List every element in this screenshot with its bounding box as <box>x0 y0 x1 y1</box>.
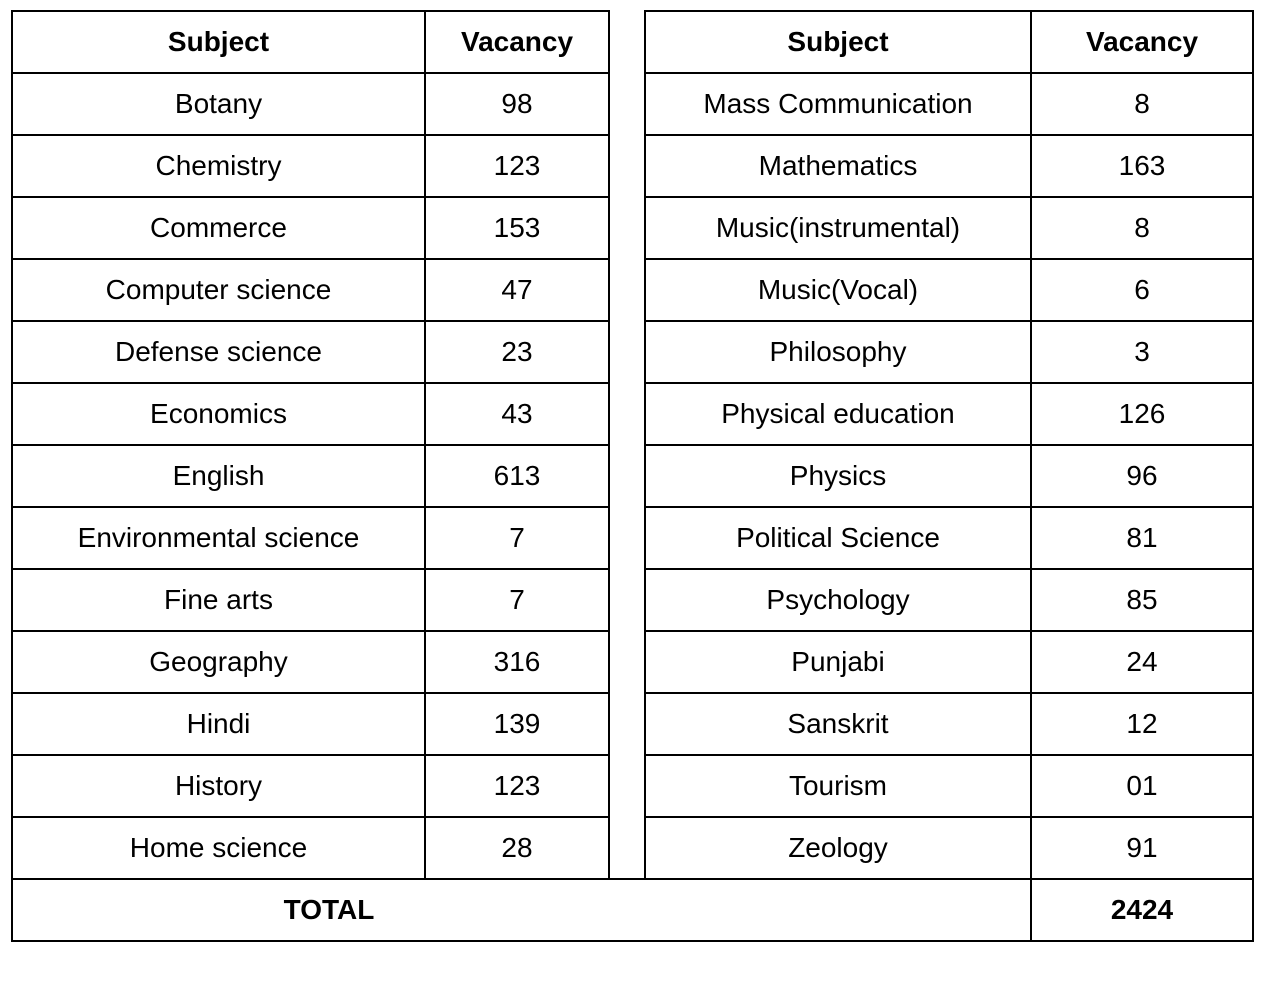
left-vacancy-cell: 123 <box>425 755 609 817</box>
right-vacancy-header: Vacancy <box>1031 11 1253 73</box>
column-gap <box>609 383 645 445</box>
right-subject-cell: Psychology <box>645 569 1031 631</box>
right-vacancy-cell: 85 <box>1031 569 1253 631</box>
left-subject-cell: Botany <box>12 73 425 135</box>
table-row <box>12 817 1253 879</box>
right-subject-cell: Political Science <box>645 507 1031 569</box>
column-gap <box>609 755 645 817</box>
left-subject-cell: Hindi <box>12 693 425 755</box>
right-subject-cell: Physics <box>645 445 1031 507</box>
right-vacancy-cell: 163 <box>1031 135 1253 197</box>
table-row <box>12 755 1253 817</box>
left-vacancy-cell: 28 <box>425 817 609 879</box>
total-value: 2424 <box>1031 879 1253 941</box>
table-row <box>12 321 1253 383</box>
right-vacancy-cell: 6 <box>1031 259 1253 321</box>
right-subject-header: Subject <box>645 11 1031 73</box>
column-gap <box>609 135 645 197</box>
right-vacancy-cell: 01 <box>1031 755 1253 817</box>
table-row <box>12 693 1253 755</box>
table-row <box>12 445 1253 507</box>
column-gap <box>609 569 645 631</box>
vacancy-table <box>11 10 1254 942</box>
right-subject-cell: Music(Vocal) <box>645 259 1031 321</box>
left-vacancy-cell: 7 <box>425 569 609 631</box>
left-subject-cell: Home science <box>12 817 425 879</box>
column-gap <box>609 693 645 755</box>
right-vacancy-cell: 96 <box>1031 445 1253 507</box>
right-vacancy-cell: 91 <box>1031 817 1253 879</box>
table-row <box>12 507 1253 569</box>
table-row <box>12 197 1253 259</box>
left-vacancy-cell: 23 <box>425 321 609 383</box>
left-subject-cell: History <box>12 755 425 817</box>
right-subject-cell: Sanskrit <box>645 693 1031 755</box>
table-row <box>12 631 1253 693</box>
column-gap <box>609 11 645 73</box>
right-vacancy-cell: 81 <box>1031 507 1253 569</box>
column-gap <box>609 507 645 569</box>
right-subject-cell: Philosophy <box>645 321 1031 383</box>
table-row <box>12 73 1253 135</box>
left-subject-cell: Economics <box>12 383 425 445</box>
column-gap <box>609 817 645 879</box>
left-vacancy-cell: 7 <box>425 507 609 569</box>
left-vacancy-cell: 139 <box>425 693 609 755</box>
table-row <box>12 383 1253 445</box>
right-vacancy-cell: 12 <box>1031 693 1253 755</box>
header-row <box>12 11 1253 73</box>
left-subject-cell: English <box>12 445 425 507</box>
right-subject-cell: Tourism <box>645 755 1031 817</box>
right-subject-cell: Mathematics <box>645 135 1031 197</box>
column-gap <box>609 445 645 507</box>
total-spacer <box>645 879 1031 941</box>
right-vacancy-cell: 24 <box>1031 631 1253 693</box>
total-row <box>12 879 1253 941</box>
table-row <box>12 259 1253 321</box>
left-subject-cell: Defense science <box>12 321 425 383</box>
right-subject-cell: Zeology <box>645 817 1031 879</box>
right-subject-cell: Mass Communication <box>645 73 1031 135</box>
left-subject-cell: Fine arts <box>12 569 425 631</box>
left-vacancy-header: Vacancy <box>425 11 609 73</box>
left-vacancy-cell: 43 <box>425 383 609 445</box>
left-vacancy-cell: 47 <box>425 259 609 321</box>
left-vacancy-cell: 153 <box>425 197 609 259</box>
left-subject-cell: Geography <box>12 631 425 693</box>
right-vacancy-cell: 3 <box>1031 321 1253 383</box>
column-gap <box>609 197 645 259</box>
total-label: TOTAL <box>12 879 645 941</box>
right-subject-cell: Music(instrumental) <box>645 197 1031 259</box>
table-row <box>12 135 1253 197</box>
column-gap <box>609 321 645 383</box>
column-gap <box>609 73 645 135</box>
left-vacancy-cell: 123 <box>425 135 609 197</box>
column-gap <box>609 259 645 321</box>
left-subject-cell: Chemistry <box>12 135 425 197</box>
left-subject-cell: Computer science <box>12 259 425 321</box>
right-vacancy-cell: 126 <box>1031 383 1253 445</box>
table-row <box>12 569 1253 631</box>
left-subject-header: Subject <box>12 11 425 73</box>
right-subject-cell: Physical education <box>645 383 1031 445</box>
left-vacancy-cell: 613 <box>425 445 609 507</box>
column-gap <box>609 631 645 693</box>
right-subject-cell: Punjabi <box>645 631 1031 693</box>
right-vacancy-cell: 8 <box>1031 73 1253 135</box>
right-vacancy-cell: 8 <box>1031 197 1253 259</box>
left-subject-cell: Commerce <box>12 197 425 259</box>
left-subject-cell: Environmental science <box>12 507 425 569</box>
left-vacancy-cell: 98 <box>425 73 609 135</box>
left-vacancy-cell: 316 <box>425 631 609 693</box>
